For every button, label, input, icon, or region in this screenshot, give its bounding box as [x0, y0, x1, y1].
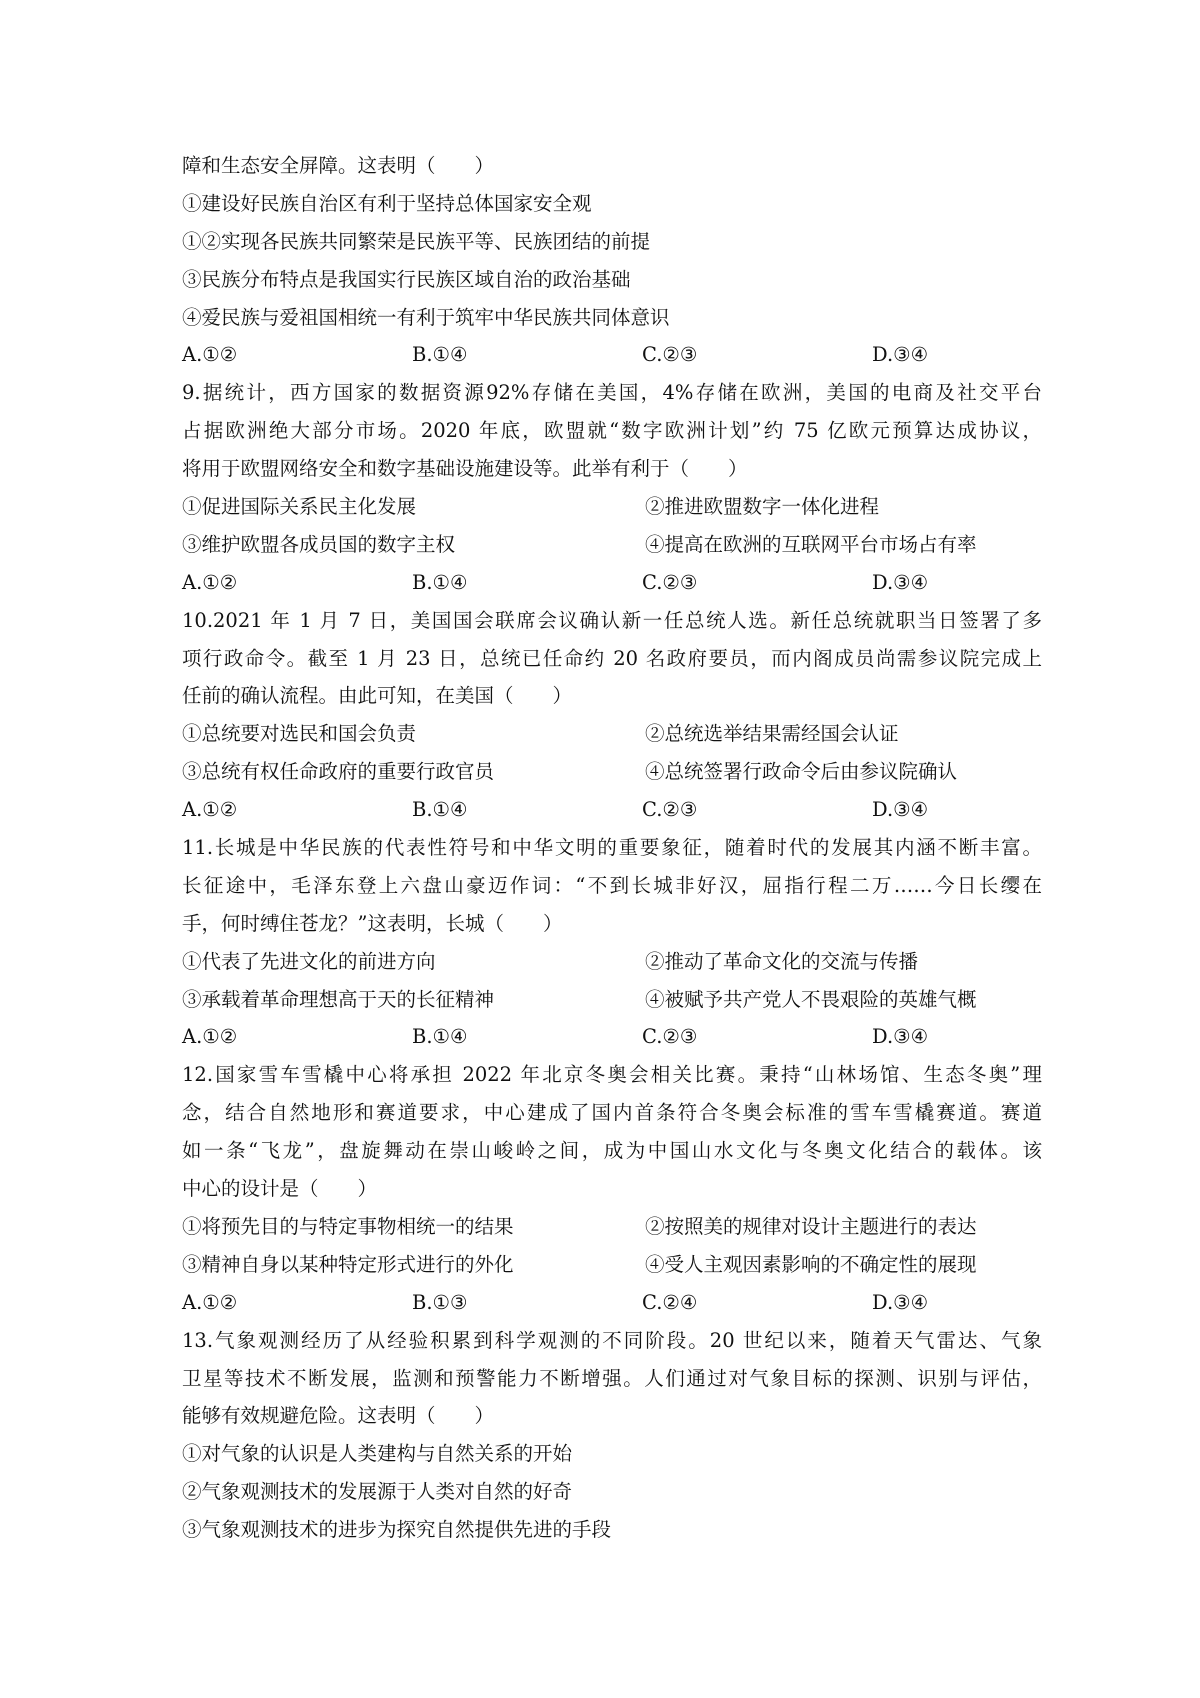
- statement-1: ①总统要对选民和国会负责: [182, 722, 417, 746]
- choice-c: C.②③: [642, 798, 698, 822]
- statement-row: [182, 715, 1042, 753]
- statement-row: [182, 981, 1042, 1019]
- statement-4: ④总统签署行政命令后由参议院确认: [645, 760, 958, 784]
- answer-choices: [182, 564, 1042, 602]
- question-9: [182, 374, 1042, 601]
- choice-b: B.①③: [412, 1290, 468, 1314]
- statement-3: ③精神自身以某种特定形式进行的外化: [182, 1252, 514, 1276]
- statement-2: ②气象观测技术的发展源于人类对自然的好奇: [182, 1480, 573, 1504]
- statement-4: ④被赋予共产党人不畏艰险的英雄气概: [645, 987, 977, 1011]
- question-10: [182, 602, 1042, 829]
- statement-2: ①②实现各民族共同繁荣是民族平等、民族团结的前提: [182, 229, 651, 253]
- choice-b: B.①④: [412, 798, 468, 822]
- question-stem-line: 占据欧洲绝大部分市场。2020 年底，欧盟就“数字欧洲计划”约 75 亿欧元预算达成协议，: [182, 419, 1042, 443]
- question-stem-line: 10.2021 年 1 月 7 日，美国国会联席会议确认新一任总统人选。新任总统就职当日签署了多: [182, 608, 1042, 632]
- question-stem-line: 能够有效规避危险。这表明（ ）: [182, 1404, 495, 1428]
- statement-row: [182, 943, 1042, 981]
- choice-c: C.②③: [642, 343, 698, 367]
- choice-d: D.③④: [872, 1290, 929, 1314]
- question-12: [182, 1056, 1042, 1321]
- choice-a: A.①②: [182, 570, 238, 594]
- statement-1: ①代表了先进文化的前进方向: [182, 949, 436, 973]
- statement-1: ①对气象的认识是人类建构与自然关系的开始: [182, 1442, 573, 1466]
- choice-a: A.①②: [182, 1290, 238, 1314]
- statement-2: ②按照美的规律对设计主题进行的表达: [645, 1214, 977, 1238]
- statement-4: ④受人主观因素影响的不确定性的展现: [645, 1252, 977, 1276]
- question-stem-line: 将用于欧盟网络安全和数字基础设施建设等。此举有利于（ ）: [182, 457, 748, 481]
- statement-3: ③维护欧盟各成员国的数字主权: [182, 532, 456, 556]
- statement-3: ③总统有权任命政府的重要行政官员: [182, 760, 495, 784]
- statement-3: ③承载着革命理想高于天的长征精神: [182, 987, 495, 1011]
- choice-b: B.①④: [412, 1025, 468, 1049]
- statement-1: ①促进国际关系民主化发展: [182, 495, 417, 519]
- statement-1: ①将预先目的与特定事物相统一的结果: [182, 1214, 514, 1238]
- question-8-tail: [182, 147, 1042, 374]
- statement-2: ②推进欧盟数字一体化进程: [645, 495, 880, 519]
- statement-row: [182, 1246, 1042, 1284]
- statement-row: [182, 488, 1042, 526]
- answer-choices: [182, 1018, 1042, 1056]
- question-stem-line: 手，何时缚住苍龙？”这表明，长城（ ）: [182, 911, 563, 935]
- statement-row: [182, 1208, 1042, 1246]
- question-stem-line: 项行政命令。截至 1 月 23 日，总统已任命约 20 名政府要员，而内阁成员尚需参议院完成上: [182, 646, 1042, 670]
- question-stem-line: 卫星等技术不断发展，监测和预警能力不断增强。人们通过对气象目标的探测、识别与评估，: [182, 1366, 1042, 1390]
- answer-choices: [182, 791, 1042, 829]
- statement-2: ②总统选举结果需经国会认证: [645, 722, 899, 746]
- question-stem-line: 长征途中，毛泽东登上六盘山豪迈作词：“不到长城非好汉，屈指行程二万……今日长缨在: [182, 873, 1042, 897]
- question-stem-line: 9.据统计，西方国家的数据资源92%存储在美国，4%存储在欧洲，美国的电商及社交平台: [182, 381, 1042, 405]
- answer-choices: [182, 1284, 1042, 1322]
- choice-b: B.①④: [412, 343, 468, 367]
- question-stem-line: 11.长城是中华民族的代表性符号和中华文明的重要象征，随着时代的发展其内涵不断丰富。: [182, 836, 1042, 860]
- statement-1: ①建设好民族自治区有利于坚持总体国家安全观: [182, 191, 592, 215]
- choice-c: C.②④: [642, 1290, 698, 1314]
- choice-a: A.①②: [182, 1025, 238, 1049]
- question-stem-line: 任前的确认流程。由此可知，在美国（ ）: [182, 684, 573, 708]
- statement-3: ③民族分布特点是我国实行民族区域自治的政治基础: [182, 267, 631, 291]
- statement-2: ②推动了革命文化的交流与传播: [645, 949, 919, 973]
- statement-4: ④爱民族与爱祖国相统一有利于筑牢中华民族共同体意识: [182, 305, 670, 329]
- answer-choices: [182, 336, 1042, 374]
- choice-a: A.①②: [182, 343, 238, 367]
- question-stem-line: 13.气象观测经历了从经验积累到科学观测的不同阶段。20 世纪以来，随着天气雷达、气象: [182, 1328, 1042, 1352]
- statement-3: ③气象观测技术的进步为探究自然提供先进的手段: [182, 1518, 612, 1542]
- choice-b: B.①④: [412, 570, 468, 594]
- question-stem-line: 障和生态安全屏障。这表明（ ）: [182, 154, 495, 177]
- exam-page: [182, 147, 1042, 1549]
- choice-c: C.②③: [642, 570, 698, 594]
- question-stem-line: 12.国家雪车雪橇中心将承担 2022 年北京冬奥会相关比赛。秉持“山林场馆、生态冬奥”理: [182, 1063, 1042, 1087]
- question-13: [182, 1322, 1042, 1549]
- choice-d: D.③④: [872, 798, 929, 822]
- choice-d: D.③④: [872, 1025, 929, 1049]
- choice-c: C.②③: [642, 1025, 698, 1049]
- question-stem-line: 念，结合自然地形和赛道要求，中心建成了国内首条符合冬奥会标准的雪车雪橇赛道。赛道: [182, 1101, 1042, 1125]
- question-11: [182, 829, 1042, 1056]
- statement-row: [182, 526, 1042, 564]
- statement-4: ④提高在欧洲的互联网平台市场占有率: [645, 532, 977, 556]
- choice-d: D.③④: [872, 343, 929, 367]
- choice-d: D.③④: [872, 570, 929, 594]
- question-stem-line: 如一条“飞龙”，盘旋舞动在崇山峻岭之间，成为中国山水文化与冬奥文化结合的载体。该: [182, 1139, 1042, 1163]
- choice-a: A.①②: [182, 798, 238, 822]
- statement-row: [182, 753, 1042, 791]
- question-stem-line: 中心的设计是（ ）: [182, 1177, 378, 1201]
